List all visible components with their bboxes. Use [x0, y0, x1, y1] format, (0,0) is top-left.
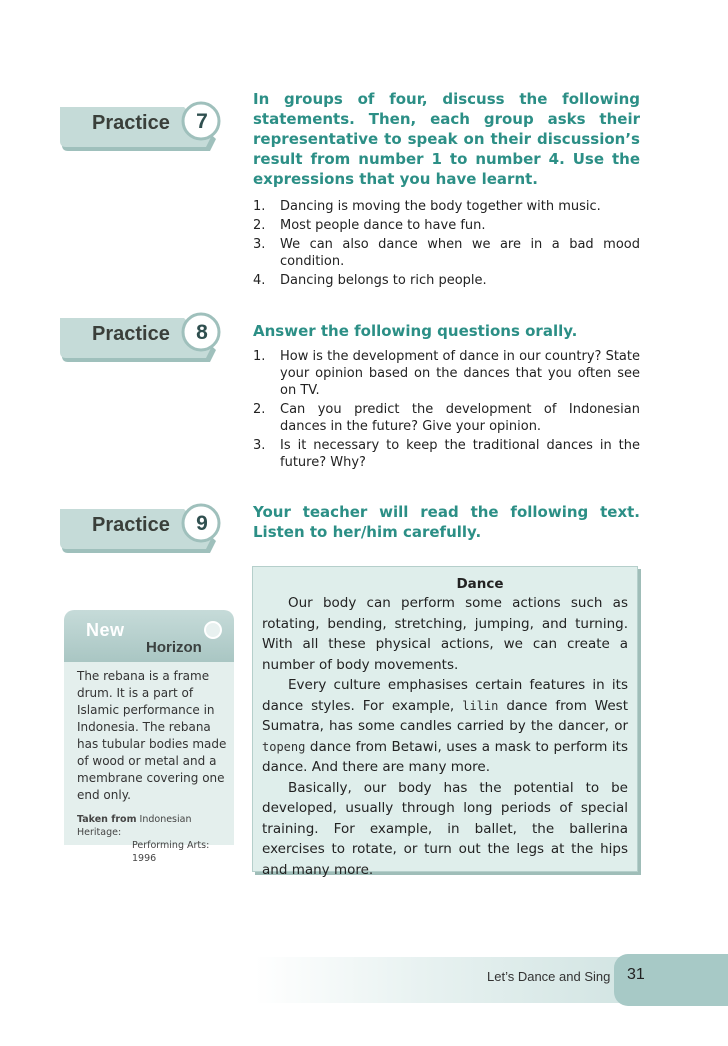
reading-text-box — [252, 566, 638, 878]
practice-label: Practice — [92, 514, 170, 536]
footer-title: Let’s Dance and Sing — [487, 969, 611, 984]
new-horizon-header — [64, 610, 234, 662]
new-horizon-text: The rebana is a frame drum. It is a part of Islamic performance in Indonesia. The rebana has tubular bodies made of wood or metal and a membrane covering one end only. — [77, 669, 227, 802]
list-item: 1. Dancing is moving the body together with music. — [253, 199, 601, 214]
term-topeng: topeng — [262, 739, 306, 754]
new-horizon-body — [64, 662, 234, 864]
list-item: 3. We can also dance when we are in a bad mood condition. — [253, 237, 640, 269]
practice-8-list — [253, 348, 640, 473]
circle-icon — [204, 621, 222, 639]
reading-paragraph-2: Every culture emphasises certain features in its dance styles. For example, lilin dance from West Sumatra, has some candles carried by the dancer, or topeng dance from Betawi, uses a mask to perform its dance. And there are many more. — [262, 677, 629, 775]
new-horizon-horizon-label: Horizon — [146, 639, 202, 656]
practice-7-list — [253, 198, 640, 291]
reading-paragraph-1: Our body can perform some actions such as rotating, bending, stretching, jumping, and turning. With all these physical actions, we can create a number of body movements. — [262, 595, 628, 673]
practice-8-badge — [58, 312, 223, 364]
practice-8-instruction: Answer the following questions orally. — [253, 322, 578, 340]
page-number: 31 — [627, 966, 645, 983]
list-item: 3. Is it necessary to keep the traditional dances in the future? Why? — [253, 438, 640, 470]
new-horizon-new-label: New — [86, 620, 125, 640]
list-item: 4. Dancing belongs to rich people. — [253, 273, 487, 288]
practice-9-instruction: Your teacher will read the following text. Listen to her/him carefully. — [253, 503, 640, 541]
practice-9-badge — [58, 503, 223, 555]
list-item: 2. Most people dance to have fun. — [253, 218, 486, 233]
new-horizon-box — [64, 610, 234, 864]
practice-label: Practice — [92, 323, 170, 345]
practice-7-instruction: In groups of four, discuss the following statements. Then, each group asks their representative to speak on their discussion’s result from number 1 to number 4. Use the expressions that you have learnt. — [253, 90, 640, 188]
term-lilin: lilin — [462, 698, 499, 713]
new-horizon-source: Taken from Indonesian Heritage: Performing Arts: 1996 — [77, 814, 210, 864]
practice-number: 9 — [196, 512, 208, 535]
list-item: 2. Can you predict the development of Indonesian dances in the future? Give your opinion. — [253, 402, 640, 434]
practice-label: Practice — [92, 112, 170, 134]
reading-title: Dance — [456, 576, 504, 592]
practice-7-badge — [58, 101, 223, 153]
practice-number: 8 — [196, 321, 208, 344]
reading-paragraph-3: Basically, our body has the potential to be developed, usually through long periods of special training. For example, in ballet, the ballerina exercises to rotate, or turn out the legs at the hips and many more. — [262, 779, 628, 878]
practice-number: 7 — [196, 110, 208, 133]
list-item: 1. How is the development of dance in our country? State your opinion based on the dances that you often see on TV. — [253, 349, 640, 398]
